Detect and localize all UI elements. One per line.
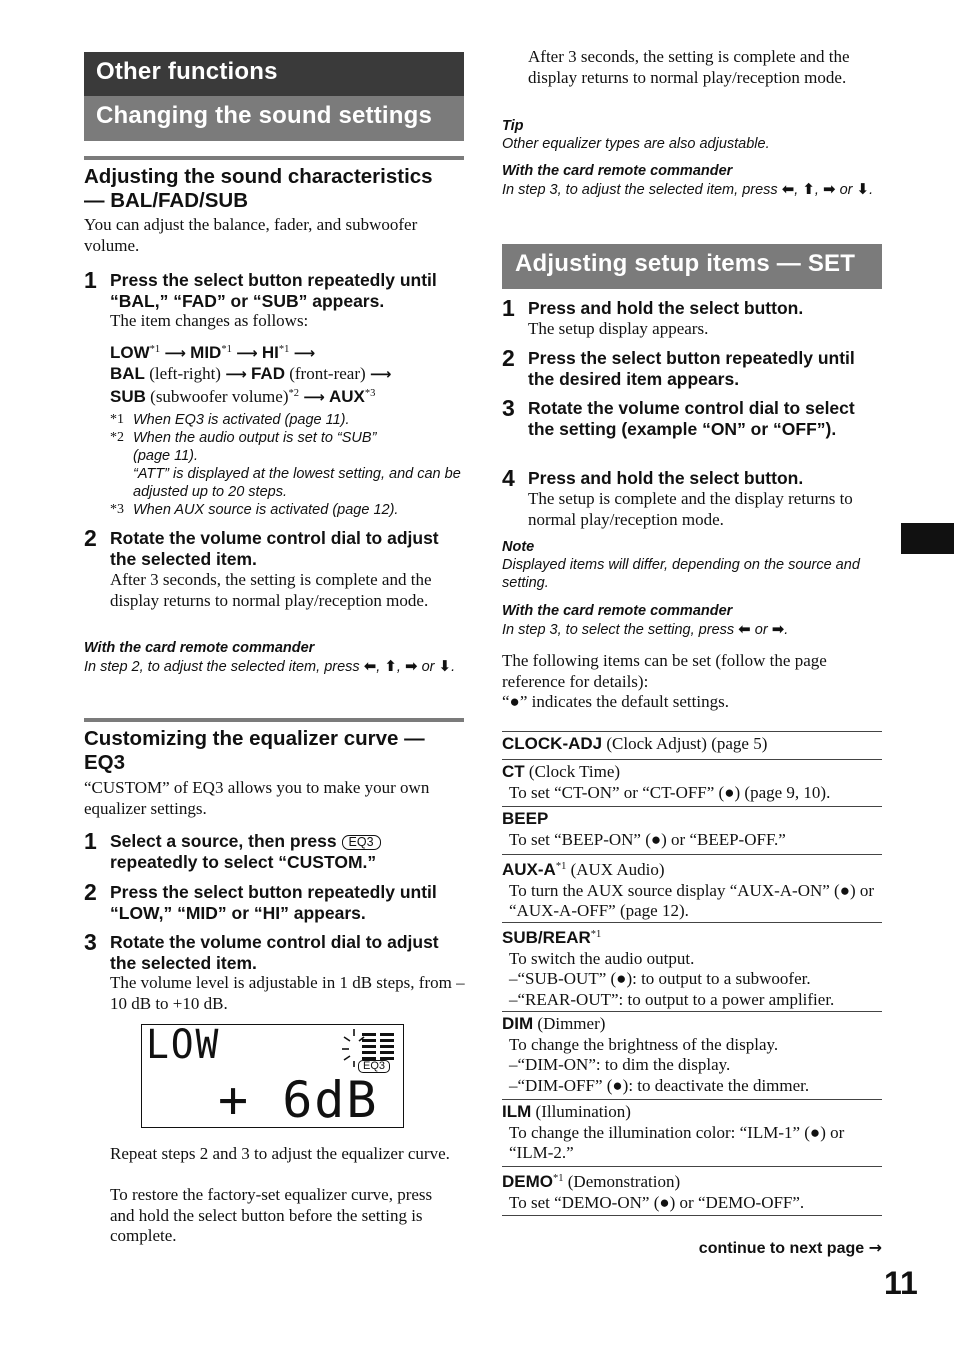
item-separator bbox=[502, 854, 882, 855]
banner-changing-sound bbox=[84, 96, 464, 141]
step-title: Press the select button repeatedly until the desired item appears. bbox=[528, 348, 855, 389]
arrow-up-icon: ⬆ bbox=[802, 180, 815, 198]
lcd-line-1: LOW bbox=[146, 1024, 221, 1068]
footnote-mark: *3 bbox=[110, 502, 124, 517]
arrow-right-icon: ⟶ bbox=[236, 344, 258, 362]
seq-mid: MID bbox=[190, 343, 222, 362]
arrow-left-icon: ⬅ bbox=[363, 657, 377, 675]
arrow-left-icon: ⬅ bbox=[781, 180, 795, 198]
step-title-part: repeatedly to select “CUSTOM.” bbox=[110, 851, 377, 872]
step-2-set bbox=[502, 345, 882, 392]
footnote-2 bbox=[110, 429, 465, 501]
arrow-down-icon: ⬇ bbox=[438, 657, 452, 675]
step-number: 1 bbox=[502, 295, 515, 321]
setup-item bbox=[502, 1102, 882, 1164]
setup-item-description: To set “CT-ON” or “CT-OFF” (●) (page 9, 10). bbox=[509, 782, 831, 802]
step-title: Rotate the volume control dial to adjust the selected item. bbox=[110, 528, 439, 569]
arrow-right-icon: ⟶ bbox=[293, 344, 316, 362]
setup-item-subtitle: (Illumination) bbox=[535, 1102, 631, 1121]
banner-setup-items bbox=[502, 244, 882, 289]
setup-item-mark: *1 bbox=[590, 929, 602, 940]
remote-note-heading: With the card remote commander bbox=[502, 163, 733, 179]
setup-item-description: To set “BEEP-ON” (●) or “BEEP-OFF.” bbox=[509, 829, 786, 849]
section-rule bbox=[84, 718, 464, 722]
setup-item-header bbox=[502, 857, 882, 881]
setup-item-header bbox=[502, 734, 882, 755]
banner-changing-sound-text: Changing the sound settings bbox=[96, 102, 433, 129]
setup-item-mark: *1 bbox=[553, 1173, 564, 1184]
seq-low: LOW bbox=[110, 343, 150, 362]
step-title: Rotate the volume control dial to select the setting (example “ON” or “OFF”). bbox=[528, 398, 855, 439]
remote-note-text: In step 2, to adjust the selected item, press bbox=[84, 659, 360, 675]
setup-item-description: To set “DEMO-ON” (●) or “DEMO-OFF”. bbox=[509, 1192, 805, 1212]
setup-item bbox=[502, 809, 882, 850]
eq-after-text-2: To restore the factory-set equalizer curve, press and hold the select button before the setting is complete. bbox=[110, 1185, 433, 1245]
lcd-line-2: + 6dB bbox=[218, 1071, 379, 1128]
step-number: 1 bbox=[84, 267, 97, 293]
step-title: Press the select button repeatedly until “BAL,” “FAD” or “SUB” appears. bbox=[110, 270, 437, 311]
setup-item-title: DIM bbox=[502, 1014, 534, 1033]
setup-item bbox=[502, 1014, 882, 1096]
setup-item-title: ILM bbox=[502, 1102, 532, 1121]
setup-item-title: DEMO bbox=[502, 1172, 553, 1191]
setup-item-description: –“REAR-OUT”: to output to a power amplifier. bbox=[509, 989, 835, 1009]
setup-intro: The following items can be set (follow the page reference for details): bbox=[502, 651, 827, 691]
setup-item-subtitle: (Dimmer) bbox=[537, 1014, 606, 1033]
footnote-mark: *1 bbox=[110, 412, 124, 427]
footnote-3 bbox=[110, 501, 465, 519]
continue-arrow-icon: → bbox=[868, 1238, 882, 1257]
arrow-right-icon: ⟶ bbox=[164, 344, 186, 362]
step-body: The item changes as follows: bbox=[110, 311, 309, 330]
banner-other-functions bbox=[84, 52, 464, 96]
step-1-set bbox=[502, 295, 882, 342]
seq-mark: *1 bbox=[278, 344, 290, 355]
step-number: 3 bbox=[502, 395, 515, 421]
lcd-display bbox=[141, 1024, 404, 1128]
sequence-line-3 bbox=[110, 384, 465, 408]
setup-item-description: To change the brightness of the display. bbox=[509, 1034, 779, 1054]
seq-mark: *1 bbox=[221, 344, 232, 355]
remote-note-body: In step 3, to select the setting, press ⬅ or ➡. bbox=[502, 620, 789, 638]
seq-mark: *1 bbox=[149, 344, 161, 355]
banner-other-functions-text: Other functions bbox=[96, 58, 278, 85]
setup-item-title: CLOCK-ADJ bbox=[502, 734, 603, 753]
note-body: Displayed items will differ, depending on the source and setting. bbox=[502, 557, 860, 591]
setup-item-description: –“DIM-OFF” (●): to deactivate the dimmer. bbox=[509, 1075, 810, 1095]
setup-item-mark: *1 bbox=[555, 861, 567, 872]
step-body: After 3 seconds, the setting is complete and the display returns to normal play/reception mode. bbox=[110, 570, 432, 610]
setup-item-header bbox=[502, 1102, 882, 1123]
footnote-text: When AUX source is activated (page 12). bbox=[133, 502, 399, 518]
seq-mark: *3 bbox=[364, 388, 376, 399]
setup-item-title: CT bbox=[502, 762, 525, 781]
step-1-sound bbox=[84, 267, 464, 330]
seq-fad: FAD bbox=[250, 363, 285, 383]
seq-bal-note: (left-right) bbox=[149, 363, 221, 383]
setup-item-header bbox=[502, 809, 882, 830]
arrow-right-icon: ➡ bbox=[822, 180, 836, 198]
arrow-right-icon: ⟶ bbox=[303, 388, 325, 406]
item-separator bbox=[502, 1166, 882, 1167]
note-heading: Note bbox=[502, 539, 535, 555]
footnote-1 bbox=[110, 411, 465, 429]
step-body: The setup is complete and the display returns to normal play/reception mode. bbox=[528, 489, 853, 529]
arrow-right-icon: ➡ bbox=[404, 657, 418, 675]
seq-hi: HI bbox=[261, 343, 279, 362]
page-number: 11 bbox=[884, 1265, 918, 1301]
setup-item-description: To turn the AUX source display “AUX-A-ON” (●) or “AUX-A-OFF” (page 12). bbox=[509, 880, 875, 920]
setup-item-description: To switch the audio output. bbox=[509, 948, 695, 968]
section-title-sound: Adjusting the sound characteristics — BAL/FAD/SUB bbox=[84, 165, 433, 212]
setup-item-subtitle: (Clock Time) bbox=[528, 762, 621, 781]
section-title-eq: Customizing the equalizer curve — EQ3 bbox=[84, 727, 425, 774]
tip-body: Other equalizer types are also adjustable. bbox=[502, 136, 770, 152]
step-3-set bbox=[502, 395, 882, 462]
item-separator bbox=[502, 759, 882, 760]
arrow-left-icon: ⬅ bbox=[738, 620, 751, 638]
seq-fad-note: (front-rear) bbox=[289, 363, 366, 383]
step-2-sound bbox=[84, 525, 464, 628]
step-number: 4 bbox=[502, 465, 515, 491]
continue-note bbox=[600, 1238, 882, 1258]
step-body: The volume level is adjustable in 1 dB steps, from –10 dB to +10 dB. bbox=[110, 973, 465, 1013]
step-title-part: Select a source, then press bbox=[110, 831, 337, 851]
remote-note-or: or bbox=[754, 622, 768, 638]
footnote-mark: *2 bbox=[110, 430, 124, 445]
step-2-eq bbox=[84, 879, 464, 926]
item-separator bbox=[502, 1011, 882, 1012]
setup-item-title: SUB/REAR bbox=[502, 928, 591, 947]
remote-note-text: In step 3, to adjust the selected item, press bbox=[502, 182, 778, 198]
tip-heading: Tip bbox=[502, 118, 524, 134]
setup-item-description: –“DIM-ON”: to dim the display. bbox=[509, 1055, 731, 1074]
setup-item-description: To change the illumination color: “ILM-1” (●) or “ILM-2.” bbox=[509, 1122, 845, 1162]
setup-item-description: –“SUB-OUT” (●): to output to a subwoofer. bbox=[509, 969, 811, 988]
eq3-key: EQ3 bbox=[342, 835, 381, 850]
item-sequence bbox=[110, 340, 465, 408]
seq-mark: *2 bbox=[288, 388, 299, 399]
continue-text: continue to next page bbox=[698, 1240, 865, 1257]
step-number: 2 bbox=[84, 879, 97, 905]
setup-item bbox=[502, 762, 882, 803]
arrow-up-icon: ⬆ bbox=[384, 657, 397, 675]
step-title bbox=[110, 831, 465, 872]
setup-item-header bbox=[502, 762, 882, 783]
remote-note-heading: With the card remote commander bbox=[84, 640, 315, 656]
setup-item-title: AUX-A bbox=[502, 860, 556, 879]
setup-item bbox=[502, 925, 882, 1010]
step-number: 2 bbox=[502, 345, 515, 371]
setup-item-header bbox=[502, 1014, 882, 1035]
section-rule bbox=[84, 156, 464, 160]
remote-note-body: In step 3, to adjust the selected item, press ⬅, ⬆, ➡ or ⬇. bbox=[502, 180, 874, 198]
footnote-text: When EQ3 is activated (page 11). bbox=[133, 412, 350, 428]
banner-setup-items-text: Adjusting setup items — SET bbox=[515, 250, 856, 277]
right-top-text: After 3 seconds, the setting is complete and the display returns to normal play/reception mode. bbox=[528, 47, 850, 87]
footnote-text: When the audio output is set to “SUB” (page 11). bbox=[133, 430, 377, 464]
remote-note-or: or bbox=[839, 182, 853, 198]
setup-item bbox=[502, 734, 882, 755]
step-body: The setup display appears. bbox=[528, 319, 709, 338]
arrow-down-icon: ⬇ bbox=[856, 180, 870, 198]
seq-bal: BAL bbox=[110, 363, 145, 383]
step-title: Rotate the volume control dial to adjust the selected item. bbox=[110, 932, 439, 973]
item-separator bbox=[502, 1099, 882, 1100]
setup-item-header bbox=[502, 1169, 882, 1193]
setup-item-subtitle: (AUX Audio) bbox=[570, 860, 665, 879]
remote-note-or: or bbox=[421, 659, 435, 675]
arrow-right-icon: ⟶ bbox=[225, 364, 247, 383]
seq-sub-note: (subwoofer volume) bbox=[150, 387, 289, 406]
step-number: 3 bbox=[84, 929, 97, 955]
setup-item-header bbox=[502, 925, 882, 949]
remote-note-text: In step 3, to select the setting, press bbox=[502, 622, 735, 638]
setup-item-subtitle: (Demonstration) bbox=[567, 1172, 681, 1191]
section-intro-sound: You can adjust the balance, fader, and subwoofer volume. bbox=[84, 215, 418, 255]
step-title: Press the select button repeatedly until “LOW,” “MID” or “HI” appears. bbox=[110, 882, 437, 923]
step-4-set bbox=[502, 465, 882, 532]
remote-note-body: In step 2, to adjust the selected item, press ⬅, ⬆, ➡ or ⬇. bbox=[84, 657, 456, 675]
sequence-line-2 bbox=[110, 364, 465, 385]
step-number: 2 bbox=[84, 525, 97, 551]
setup-item bbox=[502, 857, 882, 922]
lcd-eq3-badge: EQ3 bbox=[358, 1060, 390, 1073]
step-number: 1 bbox=[84, 828, 97, 854]
setup-item-title: BEEP bbox=[502, 809, 549, 828]
item-separator bbox=[502, 922, 882, 923]
step-1-eq bbox=[84, 828, 464, 875]
remote-note-heading: With the card remote commander bbox=[502, 603, 733, 619]
eq-after-text-1: Repeat steps 2 and 3 to adjust the equalizer curve. bbox=[110, 1144, 450, 1163]
step-3-eq bbox=[84, 929, 465, 1016]
item-separator bbox=[502, 1215, 882, 1216]
item-separator bbox=[502, 731, 882, 732]
sequence-line-1 bbox=[110, 340, 465, 364]
seq-aux: AUX bbox=[329, 387, 365, 406]
step-title: Press and hold the select button. bbox=[528, 298, 804, 318]
setup-item bbox=[502, 1169, 882, 1213]
section-tab-marker bbox=[901, 523, 954, 554]
arrow-right-icon: ➡ bbox=[771, 620, 785, 638]
seq-sub: SUB bbox=[110, 387, 146, 406]
footnote-text-extra: “ATT” is displayed at the lowest setting, and can be adjusted up to 20 steps. bbox=[133, 466, 461, 500]
arrow-right-icon: ⟶ bbox=[369, 364, 392, 383]
setup-item-subtitle: (Clock Adjust) (page 5) bbox=[606, 734, 768, 753]
step-title: Press and hold the select button. bbox=[528, 468, 804, 488]
setup-intro-default: “●” indicates the default settings. bbox=[502, 692, 729, 711]
section-intro-eq: “CUSTOM” of EQ3 allows you to make your own equalizer settings. bbox=[84, 778, 430, 818]
item-separator bbox=[502, 806, 882, 807]
